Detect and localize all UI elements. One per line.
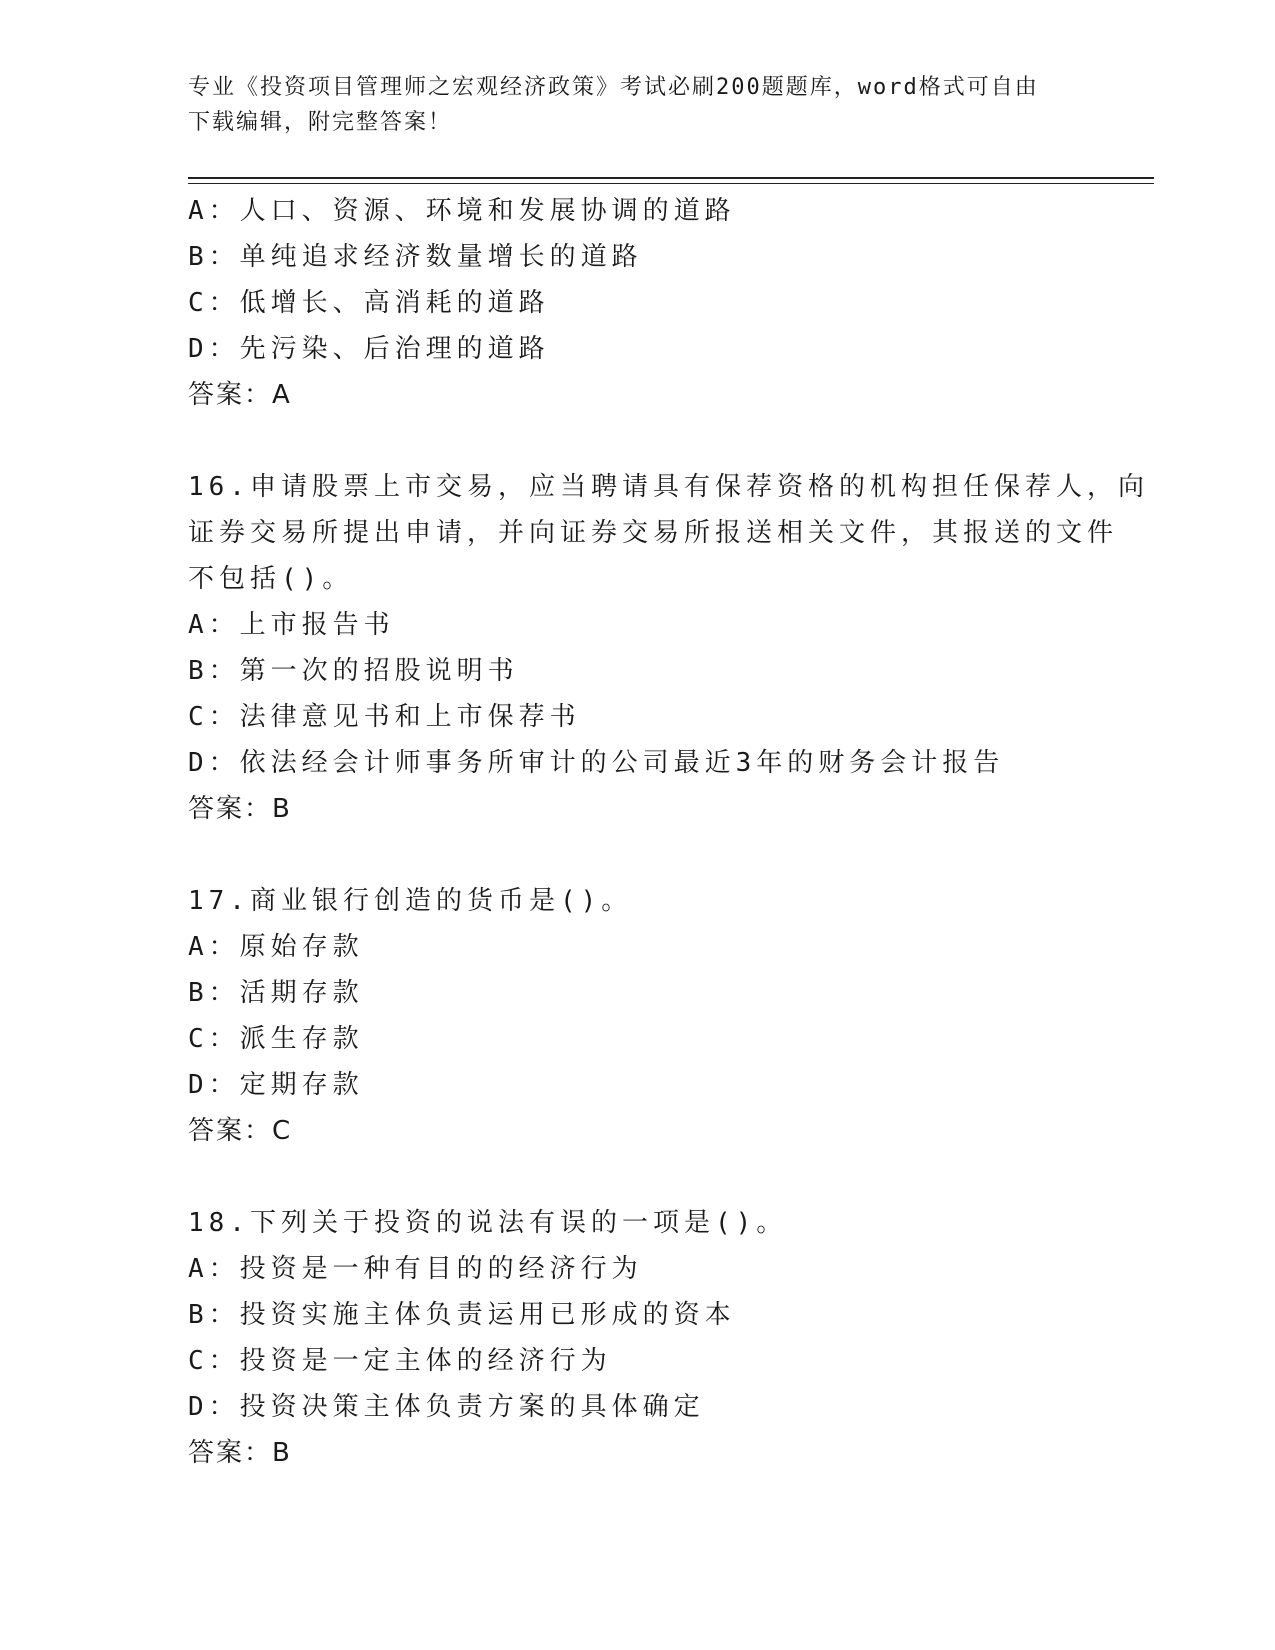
question-17 — [188, 878, 1148, 1154]
option-d: D：定期存款 — [188, 1070, 364, 1100]
question-15 — [188, 188, 1148, 418]
document-header — [188, 70, 1088, 140]
option-a: A：投资是一种有目的的经济行为 — [188, 1254, 643, 1284]
option-a: A：原始存款 — [188, 932, 364, 962]
option-d: D：先污染、后治理的道路 — [188, 334, 550, 364]
option-c: C：投资是一定主体的经济行为 — [188, 1346, 612, 1376]
header-divider-thin — [188, 183, 1154, 184]
option-b: B：第一次的招股说明书 — [188, 656, 519, 686]
option-c: C：低增长、高消耗的道路 — [188, 288, 550, 318]
question-16 — [188, 464, 1148, 832]
question-stem: 不包括()。 — [188, 564, 354, 594]
option-b: B：单纯追求经济数量增长的道路 — [188, 242, 643, 272]
question-list — [188, 188, 1148, 1476]
answer-line: 答案：B — [188, 794, 292, 824]
option-d: D：依法经会计师事务所审计的公司最近3年的财务会计报告 — [188, 748, 1005, 778]
question-stem: 16.申请股票上市交易，应当聘请具有保荐资格的机构担任保荐人，向 — [188, 472, 1149, 502]
option-d: D：投资决策主体负责方案的具体确定 — [188, 1392, 705, 1422]
question-stem: 证券交易所提出申请，并向证券交易所报送相关文件，其报送的文件 — [188, 518, 1119, 548]
header-line-1: 专业《投资项目管理师之宏观经济政策》考试必刷200题题库，word格式可自由 — [188, 75, 1039, 100]
spacer — [188, 418, 1148, 464]
option-c: C：法律意见书和上市保荐书 — [188, 702, 581, 732]
option-a: A：上市报告书 — [188, 610, 395, 640]
header-divider-thick — [188, 177, 1154, 179]
option-b: B：投资实施主体负责运用已形成的资本 — [188, 1300, 736, 1330]
answer-line: 答案：A — [188, 380, 292, 410]
option-b: B：活期存款 — [188, 978, 364, 1008]
question-stem: 18.下列关于投资的说法有误的一项是()。 — [188, 1208, 788, 1238]
spacer — [188, 1154, 1148, 1200]
answer-line: 答案：C — [188, 1116, 293, 1146]
header-line-2: 下载编辑，附完整答案！ — [188, 110, 453, 135]
spacer — [188, 832, 1148, 878]
question-stem: 17.商业银行创造的货币是()。 — [188, 886, 633, 916]
option-c: C：派生存款 — [188, 1024, 364, 1054]
question-18 — [188, 1200, 1148, 1476]
answer-line: 答案：B — [188, 1438, 292, 1468]
option-a: A：人口、资源、环境和发展协调的道路 — [188, 196, 736, 226]
